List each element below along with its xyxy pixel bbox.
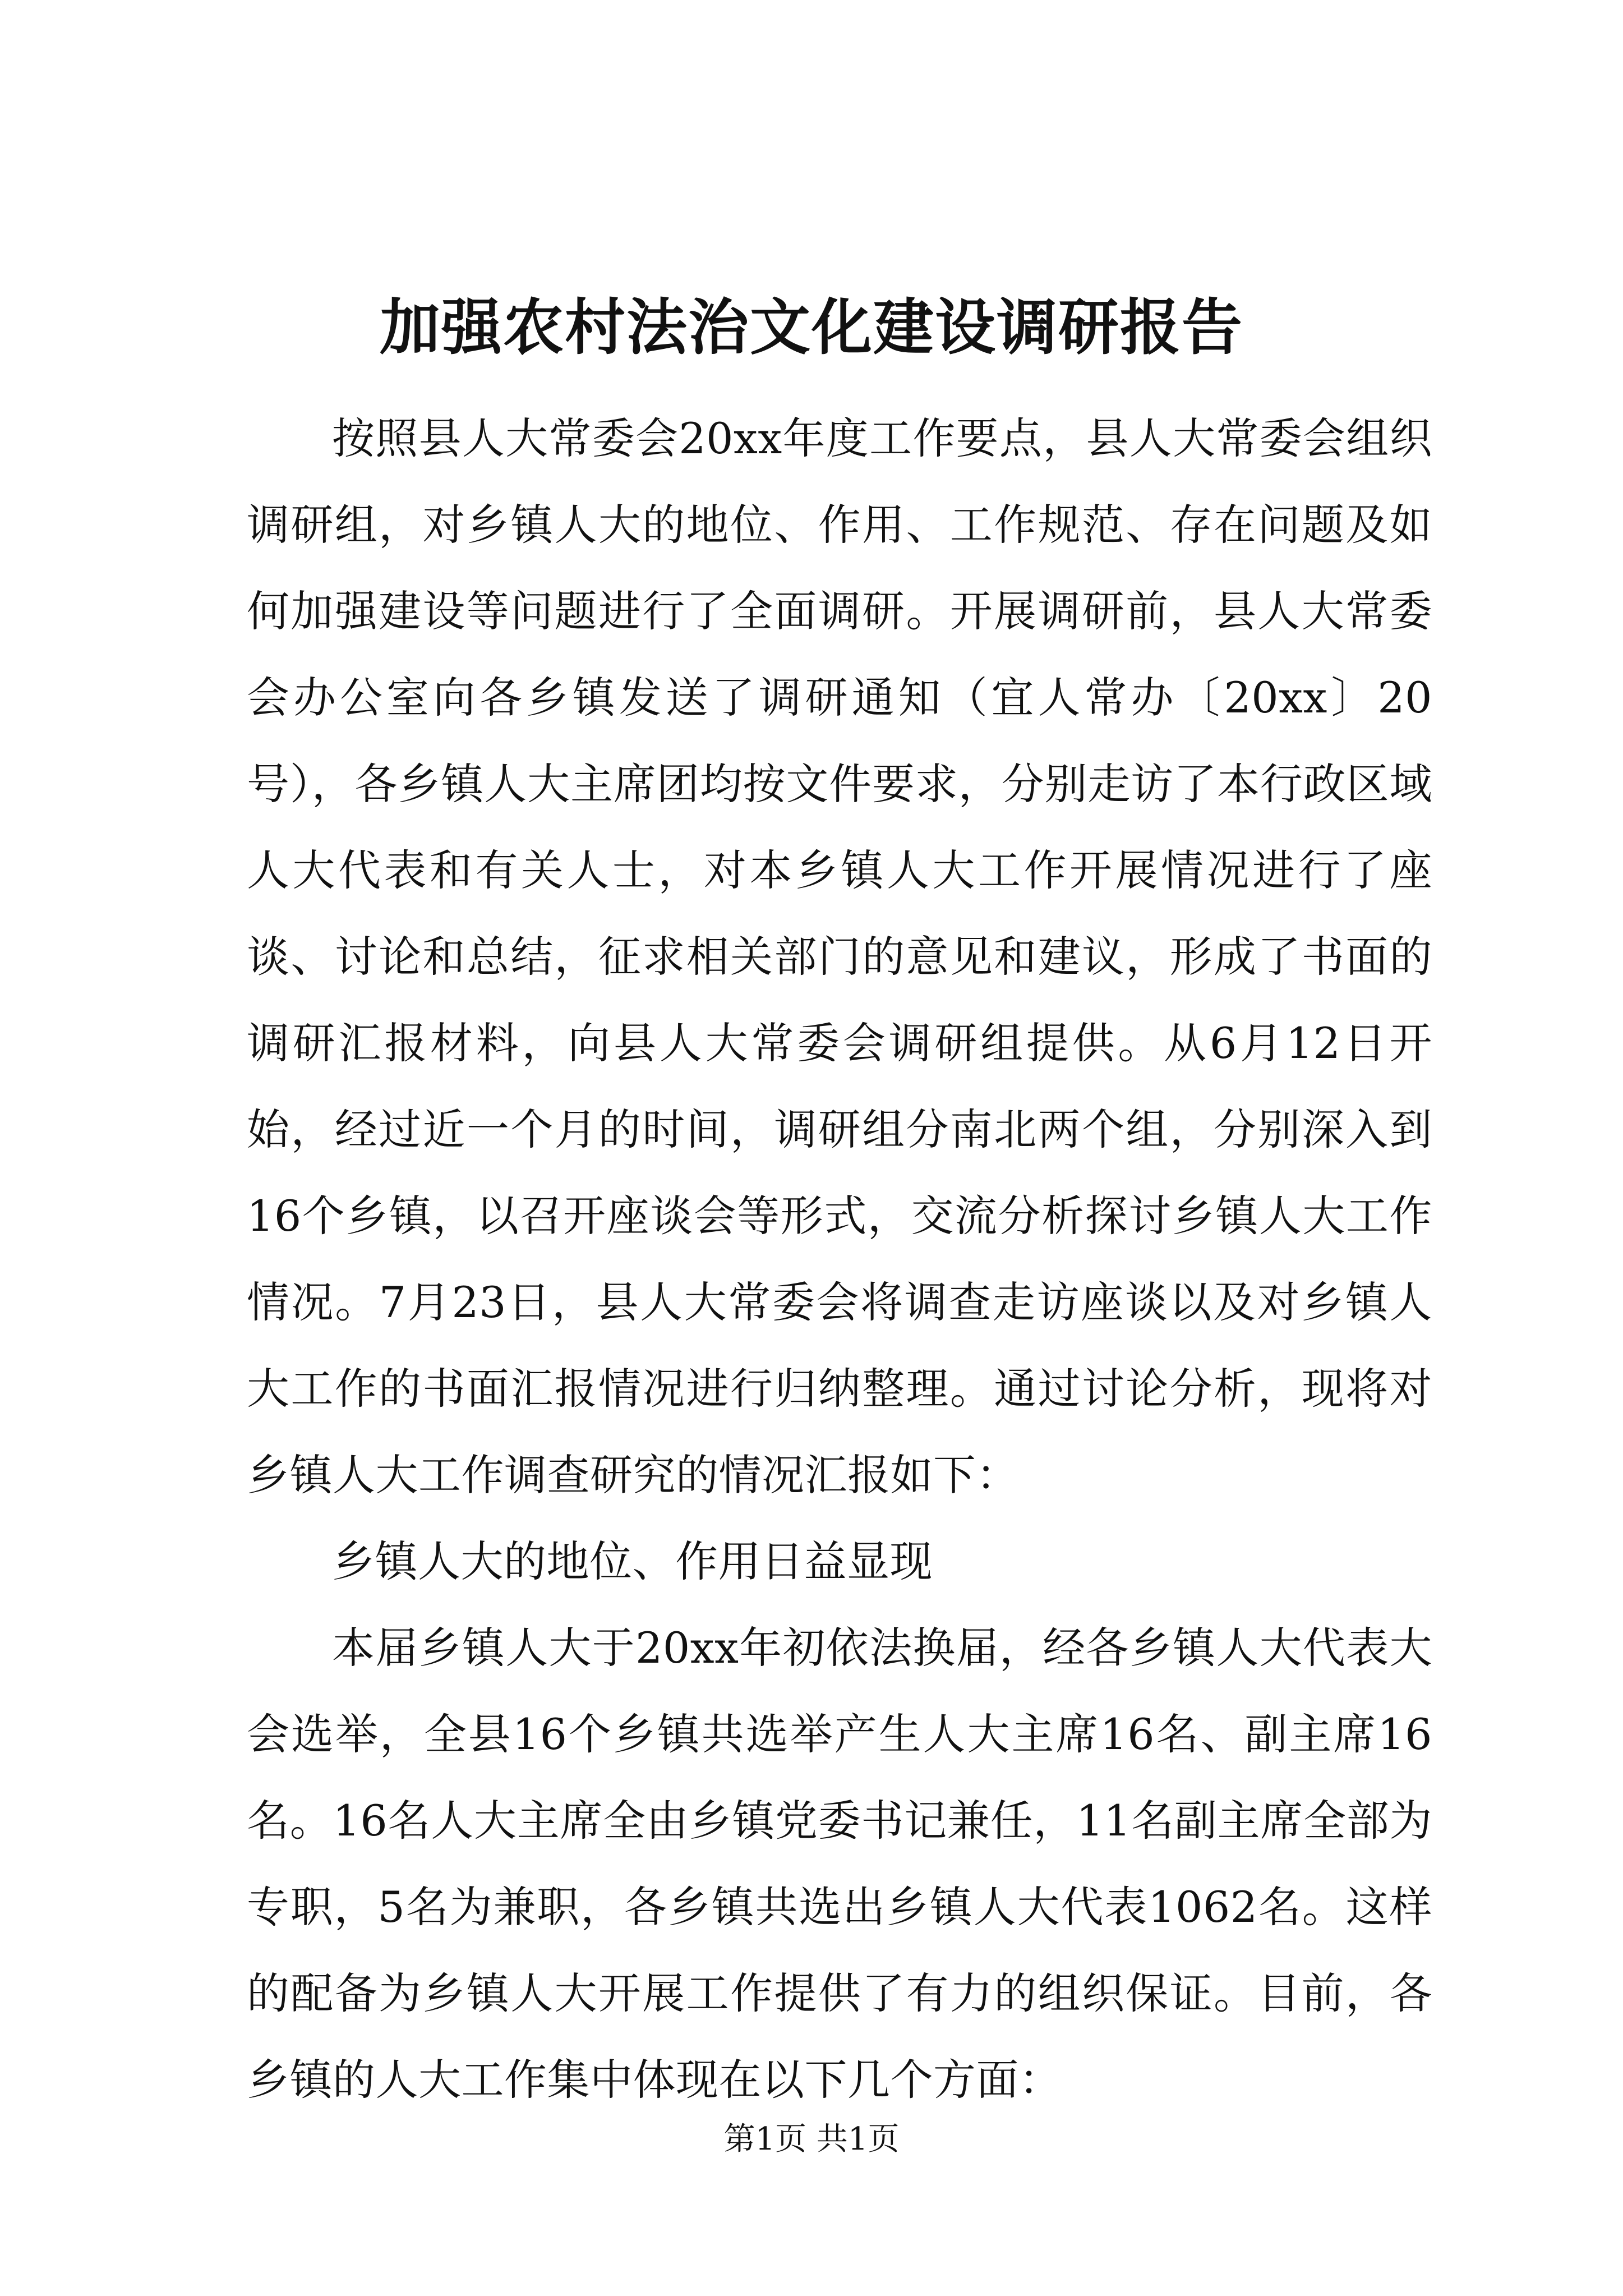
section-heading: 乡镇人大的地位、作用日益显现: [332, 1536, 933, 1586]
page-footer: 第1页 共1页: [723, 2121, 900, 2157]
paragraph-section-1: 本届乡镇人大于20xx年初依法换届，经各乡镇人大代表大会选举，全县16个乡镇共选举产生人大主席16名、副主席16名。16名人大主席全由乡镇党委书记兼任，11名副主席全部为专职，5名为兼职，各乡镇共选出乡镇人大代表1062名。这样的配备为乡镇人大开展工作提供了有力的组织保证。目前，各乡镇的人大工作集中体现在以下几个方面：: [247, 1623, 1432, 2105]
paragraph-intro: 按照县人大常委会20xx年度工作要点，县人大常委会组织调研组，对乡镇人大的地位、作用、工作规范、存在问题及如何加强建设等问题进行了全面调研。开展调研前，县人大常委会办公室向各乡镇发送了调研通知（宜人常办〔20xx〕20号），各乡镇人大主席团均按文件要求，分别走访了本行政区域人大代表和有关人士，对本乡镇人大工作开展情况进行了座谈、讨论和总结，征求相关部门的意见和建议，形成了书面的调研汇报材料，向县人大常委会调研组提供。从6月12日开始，经过近一个月的时间，调研组分南北两个组，分别深入到16个乡镇，以召开座谈会等形式，交流分析探讨乡镇人大工作情况。7月23日，县人大常委会将调查走访座谈以及对乡镇人大工作的书面汇报情况进行归纳整理。通过讨论分析，现将对乡镇人大工作调查研究的情况汇报如下：: [247, 413, 1432, 1500]
document-body: [247, 395, 1432, 2123]
document-title: 加强农村法治文化建设调研报告: [379, 292, 1243, 363]
